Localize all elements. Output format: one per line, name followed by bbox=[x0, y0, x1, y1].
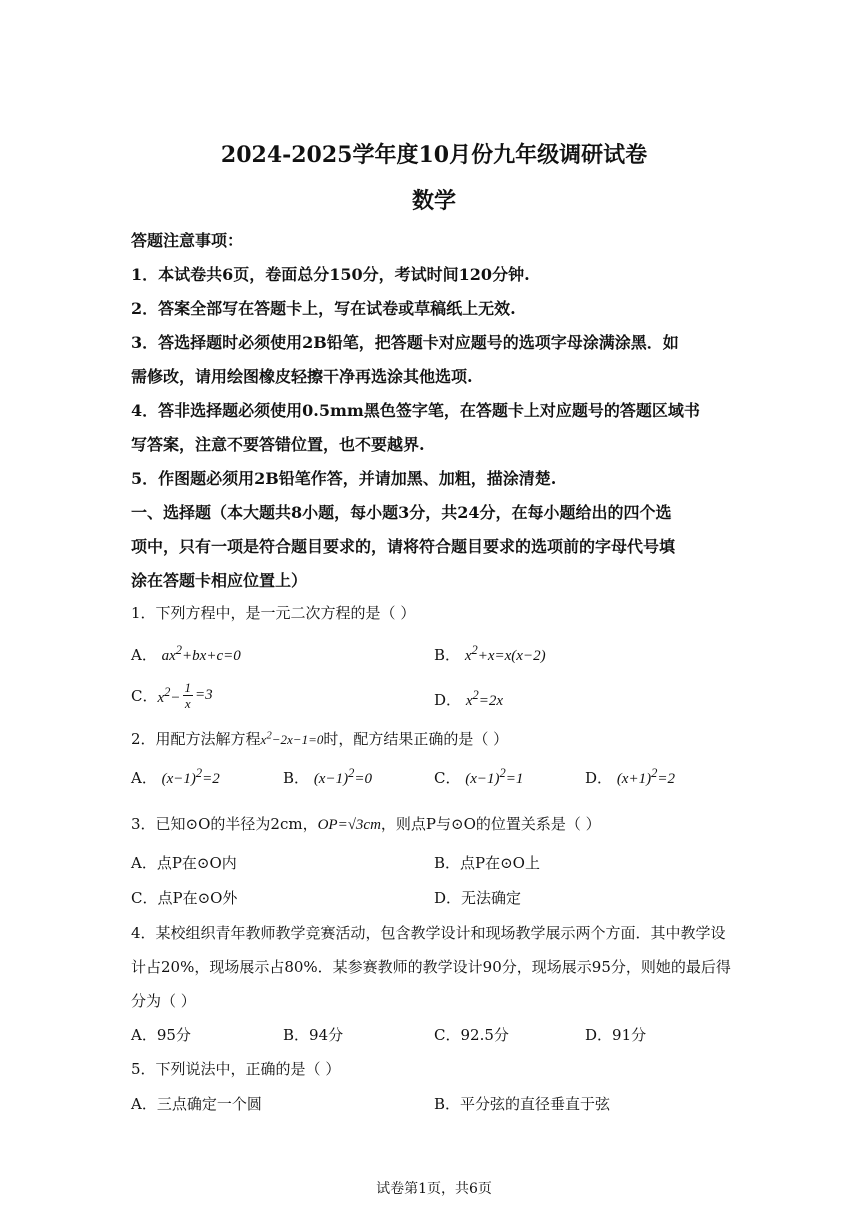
question-stem: 计占20%，现场展示占80%．某参赛教师的教学设计90分，现场展示95分，则她的最后得 bbox=[131, 958, 731, 976]
formula-part: (x−1) bbox=[161, 771, 196, 787]
option-formula bbox=[313, 766, 372, 787]
formula-part: =2 bbox=[202, 771, 220, 787]
formula-part: =1 bbox=[505, 771, 524, 787]
formula-part: ax bbox=[161, 648, 176, 664]
page-footer: 试卷第1页，共6页 bbox=[376, 1181, 492, 1197]
option-a: A．点P在⊙O内 bbox=[131, 854, 237, 872]
section-heading: 项中，只有一项是符合题目要求的，请将符合题目要求的选项前的字母代号填 bbox=[131, 537, 676, 556]
option-label: B． bbox=[434, 646, 461, 664]
formula-exponent: 2 bbox=[472, 688, 479, 702]
option-b: B．94分 bbox=[283, 1026, 344, 1044]
option-d: D．无法确定 bbox=[434, 889, 522, 907]
option-c: C．点P在⊙O外 bbox=[131, 889, 238, 907]
fraction-denominator: x bbox=[184, 696, 191, 711]
formula-part: −2x−1=0 bbox=[271, 732, 324, 747]
formula-exponent: 2 bbox=[195, 766, 203, 780]
stem-formula bbox=[260, 729, 324, 747]
formula-exponent: 2 bbox=[164, 684, 171, 699]
option-label: C． bbox=[434, 769, 461, 787]
option-formula bbox=[157, 685, 180, 707]
question-stem: 1．下列方程中，是一元二次方程的是（ ） bbox=[131, 604, 416, 622]
option-a: A．三点确定一个圆 bbox=[131, 1095, 262, 1113]
formula-part: =2 bbox=[657, 771, 675, 787]
option-formula bbox=[465, 688, 504, 709]
option-label: A． bbox=[131, 769, 157, 787]
formula-part: +x=x(x−2) bbox=[477, 648, 546, 664]
note-item: 1．本试卷共6页，卷面总分150分，考试时间120分钟. bbox=[131, 265, 530, 284]
formula-part: (x+1) bbox=[616, 771, 652, 787]
option-label: B． bbox=[283, 769, 310, 787]
formula-part: (x−1) bbox=[313, 771, 349, 787]
note-item: 5．作图题必须用2B铅笔作答，并请加黑、加粗，描涂清楚. bbox=[131, 469, 557, 488]
stem-text: 3．已知⊙O的半径为2cm， bbox=[131, 815, 318, 833]
note-item: 4．答非选择题必须使用0.5mm黑色签字笔，在答题卡上对应题号的答题区域书 bbox=[131, 401, 700, 420]
option-a: A．95分 bbox=[131, 1026, 191, 1044]
option-c bbox=[434, 766, 523, 788]
option-formula bbox=[161, 643, 241, 664]
section-heading: 一、选择题（本大题共8小题，每小题3分，共24分，在每小题给出的四个选 bbox=[131, 503, 672, 522]
option-formula bbox=[616, 766, 675, 787]
exam-title: 2024-2025学年度10月份九年级调研试卷 bbox=[220, 142, 648, 168]
formula-part: x bbox=[464, 648, 472, 664]
option-label: D． bbox=[434, 691, 462, 709]
option-formula bbox=[465, 766, 524, 787]
option-b bbox=[434, 643, 546, 665]
option-a bbox=[131, 766, 220, 788]
formula-part: x bbox=[260, 732, 267, 747]
fraction-numerator: 1 bbox=[184, 680, 192, 695]
question-stem: 分为（ ） bbox=[131, 992, 196, 1010]
formula-exponent: 2 bbox=[266, 729, 272, 742]
option-label: D． bbox=[585, 769, 613, 787]
option-formula bbox=[161, 766, 220, 787]
note-item: 2．答案全部写在答题卡上，写在试卷或草稿纸上无效. bbox=[131, 299, 516, 318]
stem-formula: OP=√3cm bbox=[317, 817, 381, 833]
option-b: B．平分弦的直径垂直于弦 bbox=[434, 1095, 611, 1113]
formula-part: (x−1) bbox=[465, 771, 500, 787]
note-item: 需修改，请用绘图橡皮轻擦干净再选涂其他选项. bbox=[131, 367, 473, 386]
notes-heading: 答题注意事项： bbox=[131, 231, 244, 250]
option-c: C．92.5分 bbox=[434, 1026, 509, 1044]
question-stem: 5．下列说法中，正确的是（ ） bbox=[131, 1060, 341, 1078]
section-heading: 涂在答题卡相应位置上） bbox=[131, 571, 308, 590]
option-label: A． bbox=[131, 646, 157, 664]
formula-part: x bbox=[465, 693, 473, 709]
stem-text: 时，配方结果正确的是（ ） bbox=[323, 730, 509, 748]
formula-part: =2x bbox=[478, 693, 504, 709]
fraction bbox=[183, 680, 194, 711]
formula-exponent: 2 bbox=[175, 643, 183, 657]
formula-exponent: 2 bbox=[651, 766, 658, 780]
option-b: B．点P在⊙O上 bbox=[434, 854, 540, 872]
formula-part: =0 bbox=[354, 771, 372, 787]
formula-exponent: 2 bbox=[471, 643, 478, 657]
note-item: 3．答选择题时必须使用2B铅笔，把答题卡对应题号的选项字母涂满涂黑．如 bbox=[131, 333, 679, 352]
formula-exponent: 2 bbox=[348, 766, 355, 780]
option-d bbox=[434, 688, 503, 710]
formula-exponent: 2 bbox=[499, 766, 506, 780]
subject-title: 数学 bbox=[411, 188, 456, 214]
formula-part: − bbox=[170, 689, 181, 706]
option-a bbox=[131, 643, 241, 665]
stem-text: ，则点P与⊙O的位置关系是（ ） bbox=[380, 815, 601, 833]
question-stem: 4．某校组织青年教师教学竞赛活动，包含教学设计和现场教学展示两个方面．其中教学设 bbox=[131, 924, 726, 942]
formula-part: x bbox=[157, 689, 165, 706]
option-label: C． bbox=[131, 687, 158, 705]
option-d bbox=[585, 766, 675, 788]
stem-text: 2．用配方法解方程 bbox=[131, 730, 261, 748]
note-item: 写答案，注意不要答错位置，也不要越界. bbox=[131, 435, 425, 454]
option-b bbox=[283, 766, 372, 788]
question-stem bbox=[131, 728, 508, 749]
option-c bbox=[131, 680, 213, 711]
formula-part: +bx+c=0 bbox=[182, 648, 241, 664]
question-stem bbox=[131, 813, 601, 834]
option-formula bbox=[464, 643, 546, 664]
formula-part: =3 bbox=[195, 687, 213, 703]
option-d: D．91分 bbox=[585, 1026, 647, 1044]
